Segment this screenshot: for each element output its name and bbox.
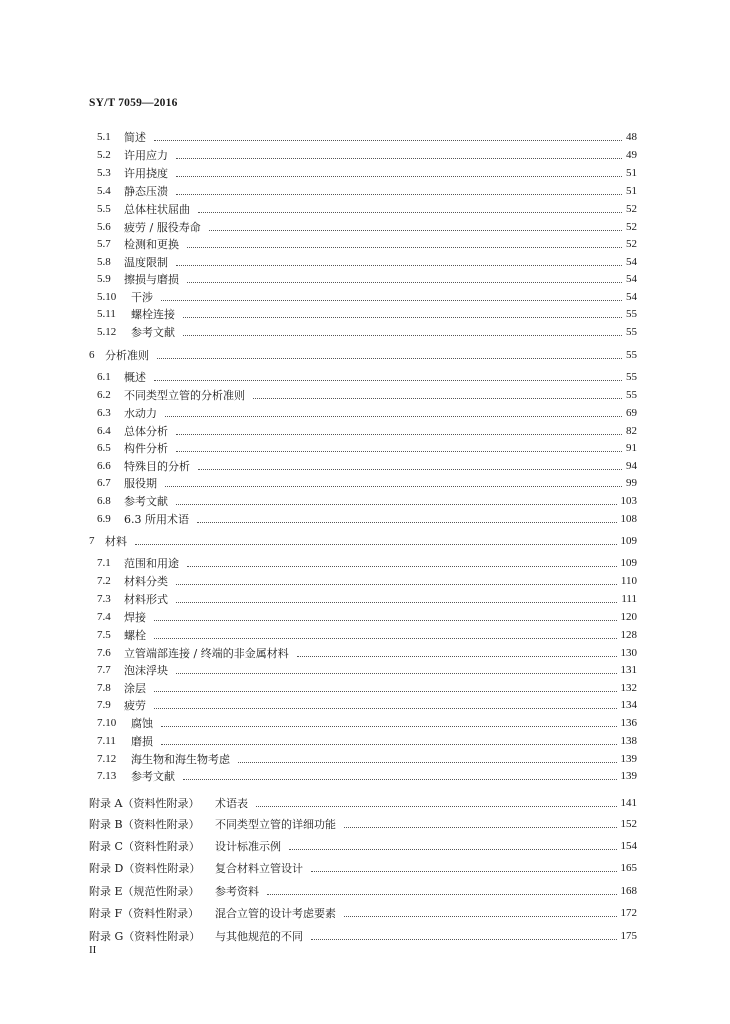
toc-entry-page: 141 [620,797,637,809]
toc-entry-title: 总体分析 [124,425,168,438]
toc-entry-title: 材料 [105,535,127,548]
toc-entry-title: 疲劳 [124,699,146,712]
toc-leader-dots [154,620,617,621]
toc-entry-number: 6.4 [97,425,111,437]
toc-entry-number: 7.3 [97,593,111,605]
toc-entry [0,680,730,697]
toc-entry-title: 复合材料立管设计 [215,862,303,875]
toc-leader-dots [198,212,622,213]
toc-entry-number: 5.7 [97,238,111,250]
toc-leader-dots [176,602,617,603]
toc-leader-dots [165,486,622,487]
toc-entry-page: 131 [620,664,637,676]
toc-entry-number: 7 [89,535,95,547]
toc-leader-dots [176,158,622,159]
standard-number-header: SY/T 7059—2016 [89,97,178,109]
toc-entry [0,129,730,146]
toc-entry-number: 5.6 [97,221,111,233]
toc-leader-dots [176,434,622,435]
toc-entry-title: 泡沫浮块 [124,664,168,677]
toc-entry-page: 55 [626,349,637,361]
toc-entry [0,662,730,679]
toc-leader-dots [154,140,622,141]
toc-entry-page: 69 [626,407,637,419]
toc-entry-page: 55 [626,326,637,338]
toc-entry-title: 参考文献 [131,326,175,339]
toc-leader-dots [187,282,622,283]
toc-entry-title: 螺栓连接 [131,308,175,321]
toc-entry-page: 109 [620,557,637,569]
toc-entry-title: 海生物和海生物考虑 [131,753,230,766]
toc-leader-dots [176,176,622,177]
toc-leader-dots [183,335,622,336]
toc-entry [0,271,730,288]
toc-entry-page: 99 [626,477,637,489]
toc-entry [0,423,730,440]
toc-leader-dots [161,744,617,745]
toc-entry-title: 疲劳 / 服役寿命 [124,221,201,234]
toc-leader-dots [344,916,617,917]
toc-entry-number: 附录 D（资料性附录） [89,862,201,875]
toc-entry-title: 磨损 [131,735,153,748]
toc-entry-title: 干涉 [131,291,153,304]
toc-entry-number: 7.4 [97,611,111,623]
toc-leader-dots [176,673,617,674]
toc-entry [0,369,730,386]
toc-entry-page: 154 [620,840,637,852]
toc-entry [0,715,730,732]
toc-entry [0,591,730,608]
toc-entry [0,751,730,768]
toc-entry [0,795,730,812]
toc-entry-page: 132 [620,682,637,694]
page-number: II [89,944,97,956]
toc-entry-number: 7.13 [97,770,117,782]
toc-entry [0,165,730,182]
toc-entry-number: 5.12 [97,326,117,338]
toc-entry-page: 134 [620,699,637,711]
toc-leader-dots [197,522,617,523]
toc-entry-title: 水动力 [124,407,157,420]
toc-entry-number: 5.5 [97,203,111,215]
toc-entry-number: 附录 B（资料性附录） [89,818,200,831]
toc-entry [0,533,730,550]
toc-entry [0,928,730,945]
toc-leader-dots [176,265,622,266]
toc-leader-dots [157,358,622,359]
toc-entry-title: 概述 [124,371,146,384]
toc-leader-dots [183,317,622,318]
toc-entry-page: 51 [626,167,637,179]
toc-entry-number: 5.4 [97,185,111,197]
toc-entry [0,306,730,323]
toc-entry-page: 108 [620,513,637,525]
toc-entry-title: 范围和用途 [124,557,179,570]
toc-entry [0,236,730,253]
toc-entry [0,573,730,590]
toc-leader-dots [154,708,617,709]
toc-entry-number: 附录 C（资料性附录） [89,840,200,853]
toc-entry [0,289,730,306]
toc-entry-number: 附录 F（资料性附录） [89,907,200,920]
toc-entry [0,183,730,200]
toc-entry-number: 5.9 [97,273,111,285]
toc-entry-page: 172 [620,907,637,919]
toc-leader-dots [176,584,617,585]
toc-entry-number: 6.1 [97,371,111,383]
toc-leader-dots [256,806,617,807]
toc-entry-page: 109 [620,535,637,547]
toc-entry [0,609,730,626]
toc-entry-title: 与其他规范的不同 [215,930,303,943]
toc-entry-title: 不同类型立管的详细功能 [215,818,336,831]
toc-entry-title: 涂层 [124,682,146,695]
toc-entry-page: 165 [620,862,637,874]
toc-entry [0,324,730,341]
toc-entry [0,201,730,218]
toc-entry-page: 130 [620,647,637,659]
toc-entry-title: 材料形式 [124,593,168,606]
toc-entry-number: 附录 E（规范性附录） [89,885,200,898]
toc-entry [0,458,730,475]
toc-entry-title: 螺栓 [124,629,146,642]
toc-entry-number: 7.9 [97,699,111,711]
toc-entry-page: 168 [620,885,637,897]
toc-entry-title: 许用挠度 [124,167,168,180]
toc-entry-title: 设计标准示例 [215,840,281,853]
toc-leader-dots [183,779,617,780]
toc-entry [0,347,730,364]
toc-leader-dots [161,726,617,727]
toc-entry-title: 构件分析 [124,442,168,455]
toc-entry-page: 128 [620,629,637,641]
toc-entry-number: 6 [89,349,95,361]
toc-entry-title: 参考文献 [131,770,175,783]
toc-entry-page: 52 [626,238,637,250]
toc-entry-page: 54 [626,256,637,268]
toc-leader-dots [187,566,617,567]
toc-entry-title: 参考资料 [215,885,259,898]
toc-leader-dots [187,247,622,248]
toc-entry-number: 7.7 [97,664,111,676]
toc-entry-page: 120 [620,611,637,623]
toc-entry-page: 54 [626,291,637,303]
toc-leader-dots [154,638,617,639]
toc-entry-number: 7.5 [97,629,111,641]
toc-entry [0,405,730,422]
toc-entry [0,883,730,900]
toc-entry-title: 6.3 所用术语 [124,513,189,526]
toc-entry-number: 7.8 [97,682,111,694]
toc-entry-number: 7.11 [97,735,116,747]
toc-entry [0,440,730,457]
toc-leader-dots [154,380,622,381]
toc-entry-number: 5.11 [97,308,116,320]
toc-entry-title: 立管端部连接 / 终端的非金属材料 [124,647,289,660]
toc-entry [0,733,730,750]
toc-entry-number: 6.6 [97,460,111,472]
toc-entry-page: 136 [620,717,637,729]
toc-entry-page: 55 [626,371,637,383]
toc-entry-number: 6.5 [97,442,111,454]
toc-entry-number: 附录 A（资料性附录） [89,797,200,810]
toc-leader-dots [267,894,617,895]
toc-entry-page: 138 [620,735,637,747]
toc-leader-dots [154,691,617,692]
toc-entry [0,627,730,644]
toc-leader-dots [297,656,617,657]
toc-entry-title: 参考文献 [124,495,168,508]
toc-entry-page: 49 [626,149,637,161]
toc-leader-dots [161,300,622,301]
toc-entry-page: 110 [620,575,637,587]
toc-entry [0,816,730,833]
toc-entry [0,838,730,855]
toc-entry [0,387,730,404]
toc-entry-page: 51 [626,185,637,197]
toc-entry-page: 91 [626,442,637,454]
toc-entry-page: 82 [626,425,637,437]
toc-entry [0,493,730,510]
toc-entry-page: 103 [620,495,637,507]
toc-entry-title: 简述 [124,131,146,144]
toc-entry [0,147,730,164]
toc-entry-title: 总体柱状屈曲 [124,203,190,216]
toc-entry-number: 7.1 [97,557,111,569]
toc-entry-title: 服役期 [124,477,157,490]
toc-entry-number: 7.2 [97,575,111,587]
toc-leader-dots [238,762,617,763]
toc-entry-title: 许用应力 [124,149,168,162]
toc-entry-number: 5.8 [97,256,111,268]
toc-entry-page: 54 [626,273,637,285]
toc-leader-dots [344,827,617,828]
toc-entry [0,697,730,714]
toc-entry-page: 139 [620,770,637,782]
toc-entry-title: 温度限制 [124,256,168,269]
toc-entry-number: 6.8 [97,495,111,507]
toc-entry-number: 附录 G（资料性附录） [89,930,201,943]
toc-entry-page: 52 [626,203,637,215]
toc-entry [0,768,730,785]
toc-entry-title: 焊接 [124,611,146,624]
toc-entry [0,475,730,492]
toc-entry-number: 6.2 [97,389,111,401]
toc-leader-dots [165,416,622,417]
toc-entry-number: 5.2 [97,149,111,161]
toc-entry-title: 材料分类 [124,575,168,588]
toc-entry [0,219,730,236]
toc-entry-number: 5.3 [97,167,111,179]
toc-entry [0,645,730,662]
toc-entry [0,511,730,528]
toc-entry-page: 152 [620,818,637,830]
toc-leader-dots [209,230,622,231]
toc-entry [0,860,730,877]
toc-leader-dots [176,194,622,195]
toc-leader-dots [135,544,617,545]
toc-leader-dots [198,469,622,470]
toc-leader-dots [289,849,617,850]
toc-entry [0,254,730,271]
toc-entry-title: 不同类型立管的分析准则 [124,389,245,402]
toc-entry-number: 5.1 [97,131,111,143]
toc-entry-page: 175 [620,930,637,942]
toc-entry-title: 检测和更换 [124,238,179,251]
toc-entry-number: 7.6 [97,647,111,659]
toc-entry-title: 静态压溃 [124,185,168,198]
toc-leader-dots [311,939,617,940]
toc-entry-number: 7.10 [97,717,117,729]
toc-entry-title: 术语表 [215,797,248,810]
toc-entry [0,905,730,922]
toc-entry-title: 混合立管的设计考虑要素 [215,907,336,920]
toc-leader-dots [311,871,617,872]
toc-entry-page: 52 [626,221,637,233]
toc-entry-page: 94 [626,460,637,472]
toc-entry-number: 5.10 [97,291,117,303]
toc-entry-title: 擦损与磨损 [124,273,179,286]
toc-entry-title: 腐蚀 [131,717,153,730]
toc-leader-dots [253,398,622,399]
toc-entry-page: 55 [626,389,637,401]
toc-entry [0,555,730,572]
toc-leader-dots [176,451,622,452]
toc-entry-number: 7.12 [97,753,117,765]
toc-entry-number: 6.9 [97,513,111,525]
toc-entry-title: 特殊目的分析 [124,460,190,473]
toc-entry-page: 55 [626,308,637,320]
toc-entry-title: 分析准则 [105,349,149,362]
toc-entry-page: 111 [621,593,637,605]
toc-entry-number: 6.7 [97,477,111,489]
toc-entry-page: 139 [620,753,637,765]
toc-entry-page: 48 [626,131,637,143]
toc-entry-number: 6.3 [97,407,111,419]
toc-leader-dots [176,504,617,505]
